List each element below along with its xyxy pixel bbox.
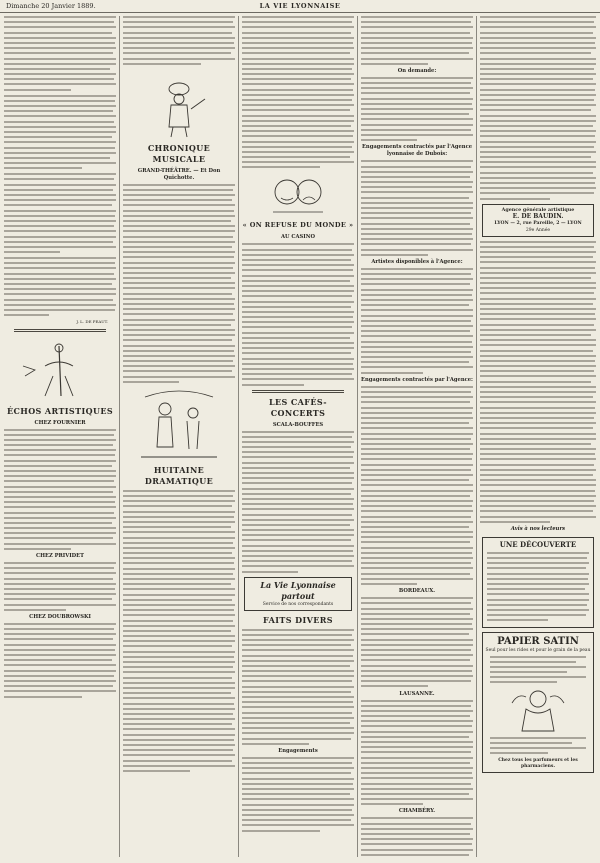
newspaper-title: LA VIE LYONNAISE bbox=[259, 2, 341, 10]
body-text-block bbox=[123, 184, 235, 383]
agency-name: E. DE BAUDIN. bbox=[512, 213, 564, 221]
papier-satin-ad bbox=[482, 632, 594, 773]
body-text-block bbox=[4, 562, 116, 611]
subsection-title: CHEZ FOURNIER bbox=[34, 419, 86, 426]
body-text-block bbox=[361, 817, 473, 857]
subsection-title: CHAMBÉRY. bbox=[398, 808, 436, 815]
agency-note: 29e Année bbox=[525, 227, 551, 233]
column-4 bbox=[361, 16, 473, 857]
agency-title: Agence générale artistique bbox=[501, 206, 575, 213]
body-text-block bbox=[361, 597, 473, 687]
ad-footer: Chez tous les parfumeurs et les pharmaciens. bbox=[498, 757, 578, 769]
decouverte-title: UNE DÉCOUVERTE bbox=[499, 539, 577, 549]
section-title-echos: ÉCHOS ARTISTIQUES bbox=[6, 405, 114, 416]
illustration-theatre bbox=[135, 387, 223, 461]
banner-correspondants bbox=[244, 577, 352, 611]
body-text-block bbox=[242, 629, 354, 745]
body-text-block bbox=[123, 16, 235, 65]
notice-line: Avis à nos lecteurs bbox=[510, 525, 566, 532]
subsection-title: On demande: bbox=[397, 67, 437, 74]
column-5 bbox=[480, 16, 596, 857]
subsection-title: Engagements bbox=[278, 747, 318, 754]
subsection-title: CHEZ PRIVIDET bbox=[36, 553, 84, 560]
decouverte-box bbox=[482, 537, 594, 628]
ad-title: PAPIER SATIN bbox=[497, 635, 579, 647]
body-text-block bbox=[480, 16, 596, 200]
section-title-faits-divers: FAITS DIVERS bbox=[263, 614, 333, 625]
column-rule bbox=[476, 16, 477, 857]
subsection-title: GRAND-THÉÂTRE. — Et Don Quichotte. bbox=[137, 167, 221, 181]
section-title-cafes-concerts: LES CAFÉS-CONCERTS bbox=[268, 396, 328, 418]
body-text-block bbox=[123, 490, 235, 772]
body-text-block bbox=[242, 431, 354, 573]
agency-box bbox=[482, 204, 594, 237]
column-rule bbox=[119, 16, 120, 857]
body-text-block bbox=[361, 386, 473, 585]
subsection-title: AU CASINO bbox=[281, 234, 315, 241]
column-rule bbox=[238, 16, 239, 857]
body-text-block bbox=[361, 160, 473, 255]
body-text-block bbox=[487, 552, 589, 621]
column-signature: J. L. DE PEAUT. bbox=[76, 319, 108, 325]
column-rule bbox=[357, 16, 358, 857]
divider bbox=[14, 329, 106, 332]
column-3 bbox=[242, 16, 354, 857]
header-date: Dimanche 20 Janvier 1889. bbox=[6, 2, 96, 10]
subsection-title: SCALA-BOUFFES bbox=[272, 421, 324, 428]
illustration-masks bbox=[263, 172, 333, 216]
agency-address: LYON — 2, rue Pareille, 2 — LYON bbox=[494, 221, 582, 227]
body-text-block bbox=[4, 16, 116, 316]
body-text-block bbox=[242, 757, 354, 832]
body-text-block bbox=[480, 241, 596, 523]
body-text-block bbox=[4, 429, 116, 550]
banner-subtitle: Service de nos correspondants bbox=[262, 601, 334, 607]
divider bbox=[252, 390, 344, 393]
body-text-block bbox=[490, 737, 586, 755]
ad-illustration bbox=[498, 687, 578, 733]
subsection-title: Engagements contractés par l'Agence: bbox=[361, 376, 473, 383]
body-text-block bbox=[361, 16, 473, 65]
body-text-block bbox=[490, 656, 586, 684]
section-title-chronique: CHRONIQUE MUSICALE bbox=[147, 142, 211, 164]
body-text-block bbox=[242, 243, 354, 385]
body-text-block bbox=[361, 268, 473, 374]
illustration-musician bbox=[139, 69, 219, 139]
subsection-title: Artistes disponibles à l'Agence: bbox=[371, 258, 463, 265]
body-text-block bbox=[361, 700, 473, 806]
subsection-title: CHEZ DOUBROWSKI bbox=[29, 613, 91, 620]
section-title-on-refuse: « ON REFUSE DU MONDE » bbox=[242, 221, 354, 230]
body-text-block bbox=[361, 77, 473, 141]
subsection-title: BORDEAUX. bbox=[398, 588, 436, 595]
illustration-figure bbox=[15, 336, 105, 402]
body-text-block bbox=[4, 623, 116, 698]
page-header bbox=[0, 0, 600, 13]
body-text-block bbox=[242, 16, 354, 168]
ad-subtitle: Seul pour les rides et pour le grain de la peau bbox=[485, 647, 591, 653]
subsection-title: Engagements contractés par l'Agence lyonnaise de Dubois: bbox=[361, 144, 473, 158]
section-title-huitaine: HUITAINE DRAMATIQUE bbox=[144, 464, 214, 486]
column-1 bbox=[4, 16, 116, 857]
column-2 bbox=[123, 16, 235, 857]
subsection-title: LAUSANNE. bbox=[399, 690, 435, 697]
banner-title: La Vie Lyonnaise partout bbox=[260, 579, 336, 601]
